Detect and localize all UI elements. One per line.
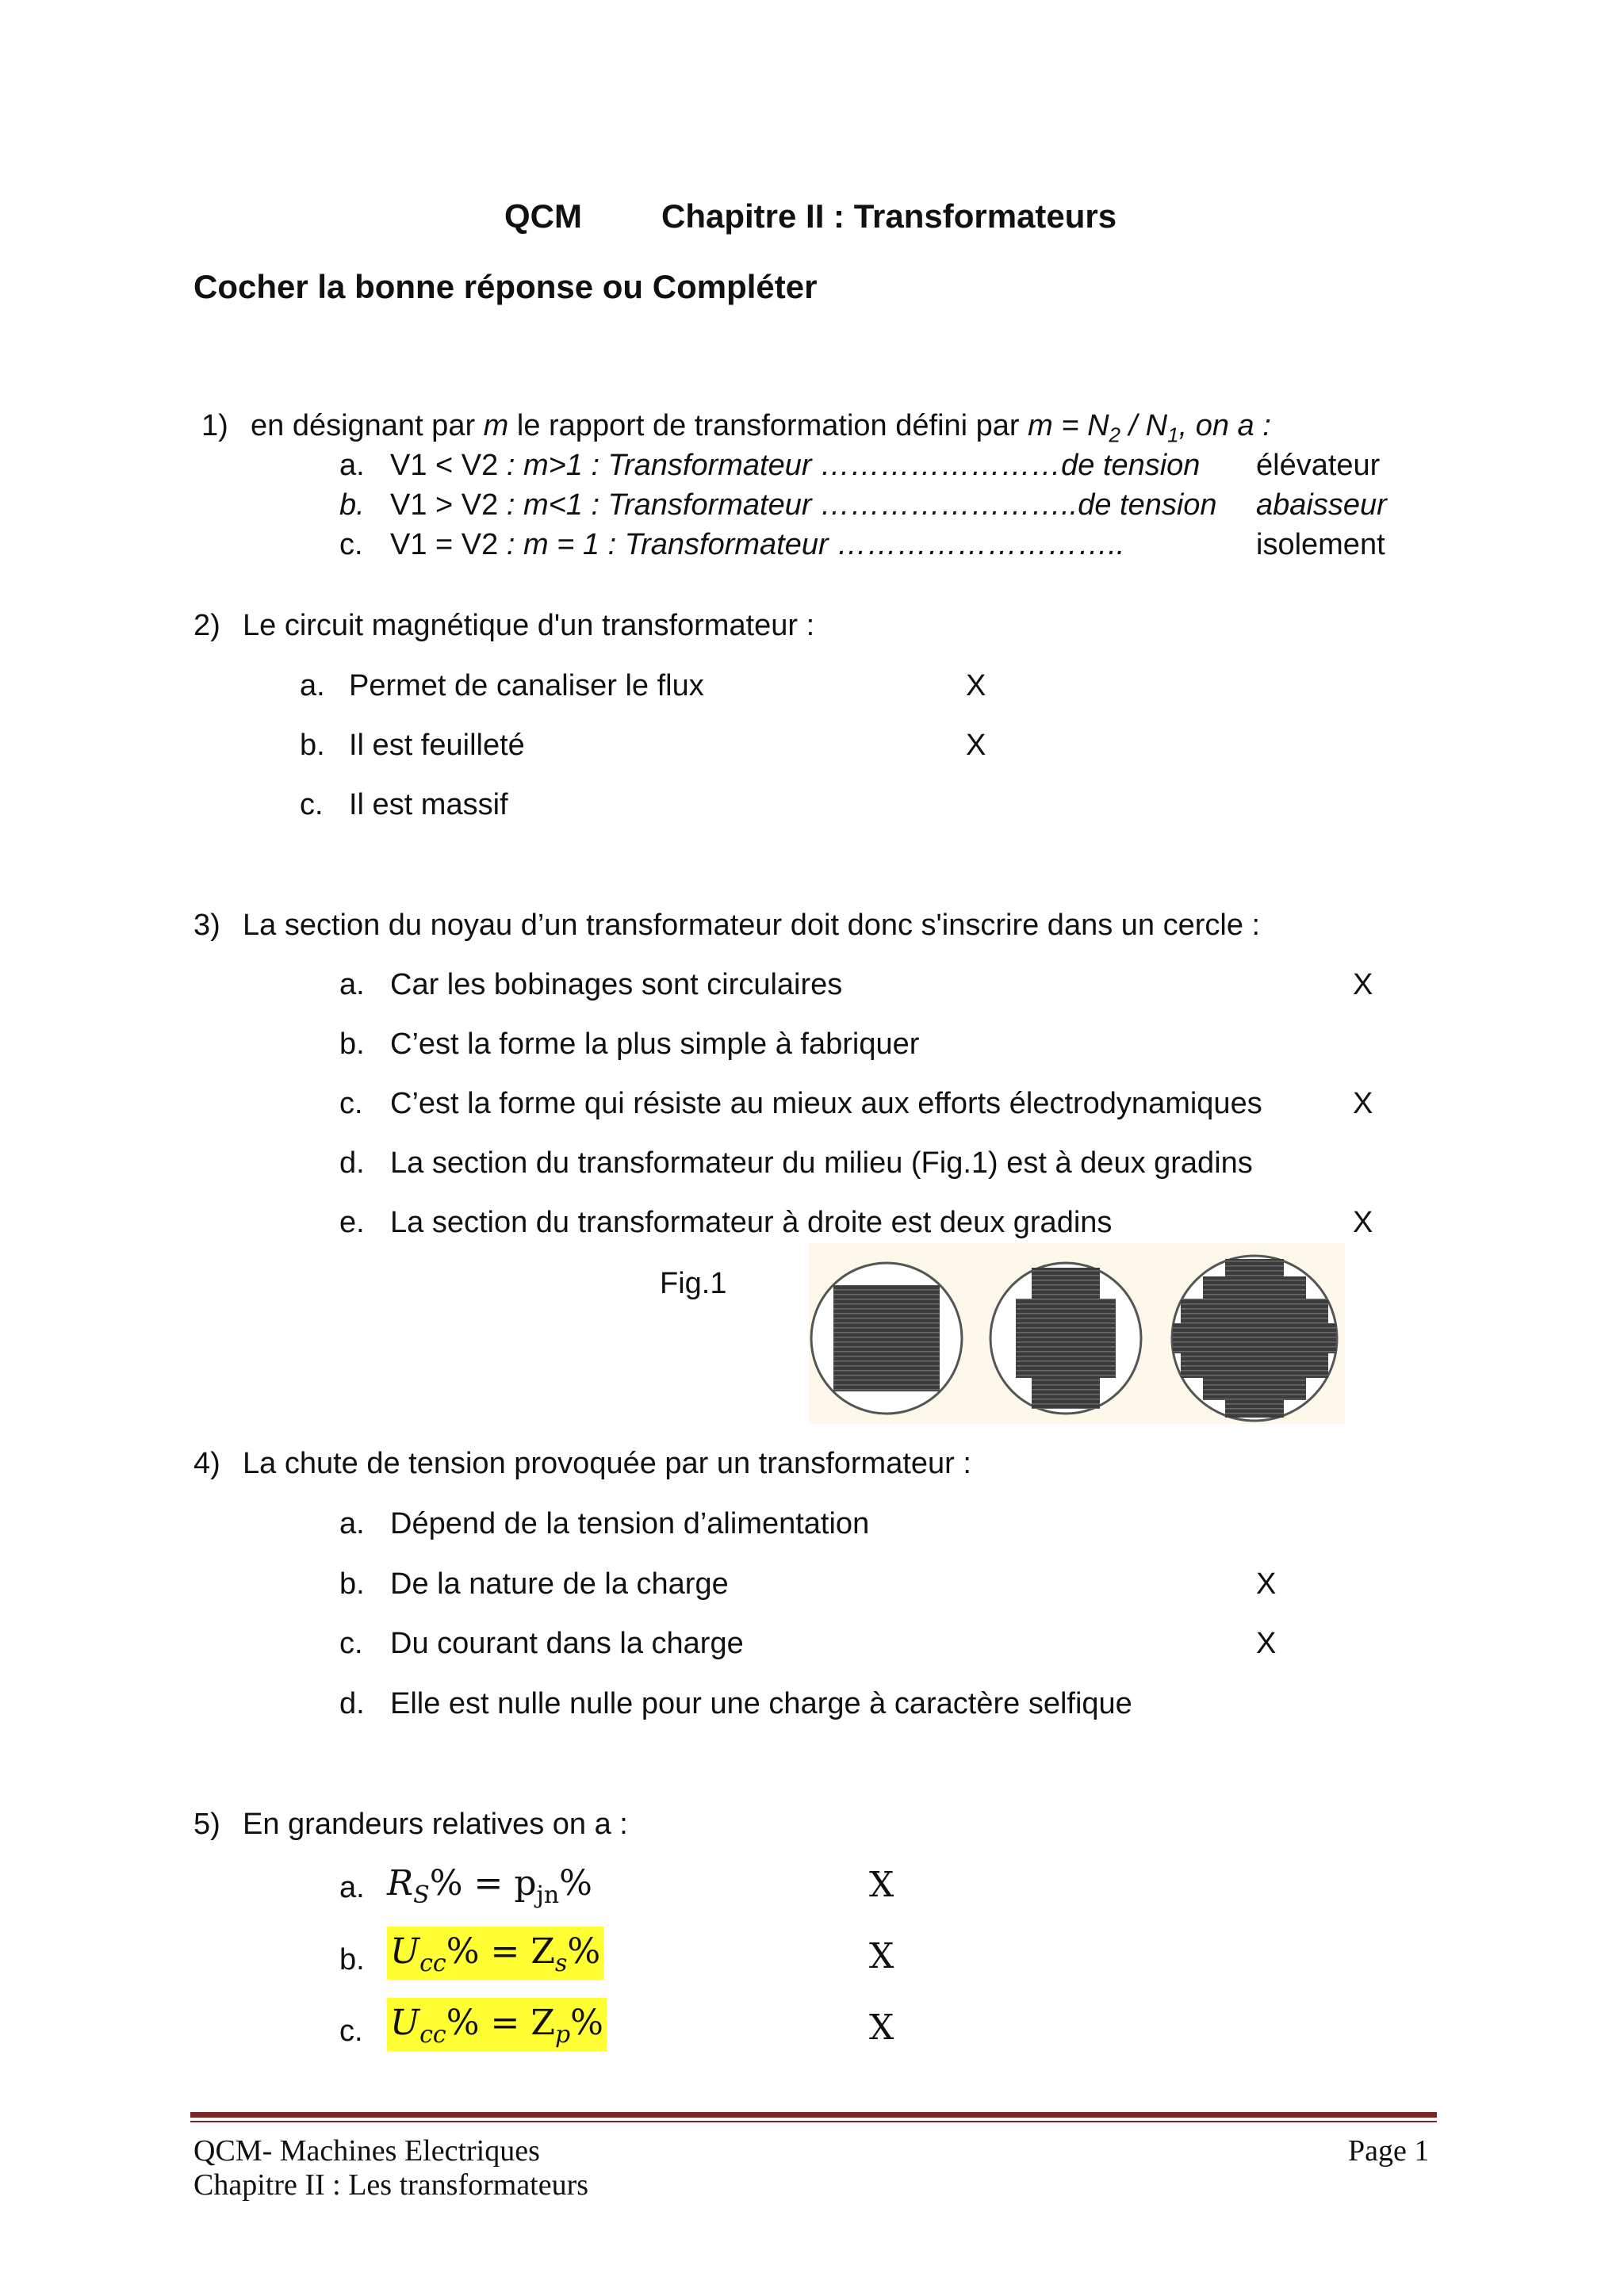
q5-number: 5) [193,1808,220,1841]
q3-option-d-letter: d. [339,1146,365,1180]
q2-option-a-letter: a. [300,669,325,702]
q3-option-e-text[interactable]: La section du transformateur à droite est deux gradins [390,1206,1113,1239]
q1-option-b-text: V1 > V2 : m<1 : Transformateur ……………………..de tension [390,488,1217,522]
q3-option-a-mark[interactable]: X [1353,968,1373,1001]
q3-option-b-letter: b. [339,1027,365,1061]
chapter-title: Chapitre II : Transformateurs [661,197,1117,235]
core-section-two-steps [990,1263,1141,1414]
q4-option-a-text[interactable]: Dépend de la tension d’alimentation [390,1507,870,1540]
q2-option-b-mark[interactable]: X [966,729,986,762]
q2-option-b-text[interactable]: Il est feuilleté [349,729,525,762]
q2-option-a-mark[interactable]: X [966,669,986,702]
fig1-core-sections [809,1243,1345,1424]
q2-option-c-text[interactable]: Il est massif [349,788,508,821]
q3-option-c-mark[interactable]: X [1353,1087,1373,1120]
q4-option-b-mark[interactable]: X [1256,1567,1277,1601]
q1-option-c-answer[interactable]: isolement [1256,528,1385,561]
footer-rule-thin [190,2121,1437,2122]
q3-option-a-text[interactable]: Car les bobinages sont circulaires [390,968,843,1001]
q1-option-a-answer[interactable]: élévateur [1256,449,1381,482]
footer-line-2: Chapitre II : Les transformateurs [193,2168,589,2202]
q5-option-a-letter: a. [339,1871,365,1904]
core-section-square [811,1263,962,1414]
q4-option-b-text[interactable]: De la nature de la charge [390,1567,729,1601]
q4-option-d-letter: d. [339,1687,365,1720]
q4-option-b-letter: b. [339,1567,365,1601]
q1-option-c-text: V1 = V2 : m = 1 : Transformateur ……………………….. [390,528,1125,561]
q2-text: Le circuit magnétique d'un transformateur : [243,609,815,642]
q4-option-a-letter: a. [339,1507,365,1540]
q1-option-a-letter: a. [339,449,365,482]
q1-option-a-text: V1 < V2 : m>1 : Transformateur ……………………de tension [390,449,1201,482]
q4-option-c-text[interactable]: Du courant dans la charge [390,1627,744,1660]
page-number: Page 1 [1348,2134,1430,2168]
q4-text: La chute de tension provoquée par un transformateur : [243,1447,971,1480]
q1-text: en désignant par m le rapport de transformation défini par $m = N_2 / N_1$, on a : [251,409,1271,447]
q2-option-a-text[interactable]: Permet de canaliser le flux [349,669,704,702]
q5-option-a-mark[interactable]: X [869,1865,894,1905]
q3-option-d-text[interactable]: La section du transformateur du milieu (Fig.1) est à deux gradins [390,1146,1253,1180]
q4-option-c-letter: c. [339,1627,363,1660]
q5-option-b-formula[interactable]: $U_{cc}\% = Z_s\%$ [387,1934,603,1976]
q1-number: 1) [201,409,228,442]
q5-option-c-mark[interactable]: X [869,2007,894,2048]
q1-option-b-letter: b. [339,488,365,522]
q3-option-e-mark[interactable]: X [1353,1206,1373,1239]
q5-option-a-formula[interactable]: $R_S\% = p_{jn}\%$ [387,1863,592,1909]
q1-option-c-letter: c. [339,528,363,561]
footer-line-1: QCM- Machines Electriques [193,2134,540,2168]
q3-option-c-text[interactable]: C’est la forme qui résiste au mieux aux efforts électrodynamiques [390,1087,1262,1120]
q3-option-e-letter: e. [339,1206,365,1239]
q3-number: 3) [193,909,220,942]
q3-text: La section du noyau d’un transformateur doit donc s'inscrire dans un cercle : [243,909,1261,942]
q3-option-a-letter: a. [339,968,365,1001]
qcm-label: QCM [504,197,582,235]
q2-option-b-letter: b. [300,729,325,762]
q2-number: 2) [193,609,220,642]
instruction: Cocher la bonne réponse ou Compléter [193,268,818,305]
q5-option-b-mark[interactable]: X [869,1936,894,1976]
q1-option-b-answer[interactable]: abaisseur [1256,488,1387,522]
q5-option-c-letter: c. [339,2015,363,2048]
footer-rule-thick [190,2112,1437,2118]
q3-option-b-text[interactable]: C’est la forme la plus simple à fabriquer [390,1027,920,1061]
fig1-label: Fig.1 [660,1267,727,1300]
q2-option-c-letter: c. [300,788,324,821]
q4-number: 4) [193,1447,220,1480]
q5-option-b-letter: b. [339,1943,365,1976]
q4-option-c-mark[interactable]: X [1256,1627,1277,1660]
q4-option-d-text[interactable]: Elle est nulle nulle pour une charge à caractère selfique [390,1687,1132,1720]
q5-text: En grandeurs relatives on a : [243,1808,628,1841]
q3-option-c-letter: c. [339,1087,363,1120]
core-section-multi-steps [1172,1256,1337,1421]
q5-option-c-formula[interactable]: $U_{cc}\% = Z_p\%$ [387,2006,607,2047]
